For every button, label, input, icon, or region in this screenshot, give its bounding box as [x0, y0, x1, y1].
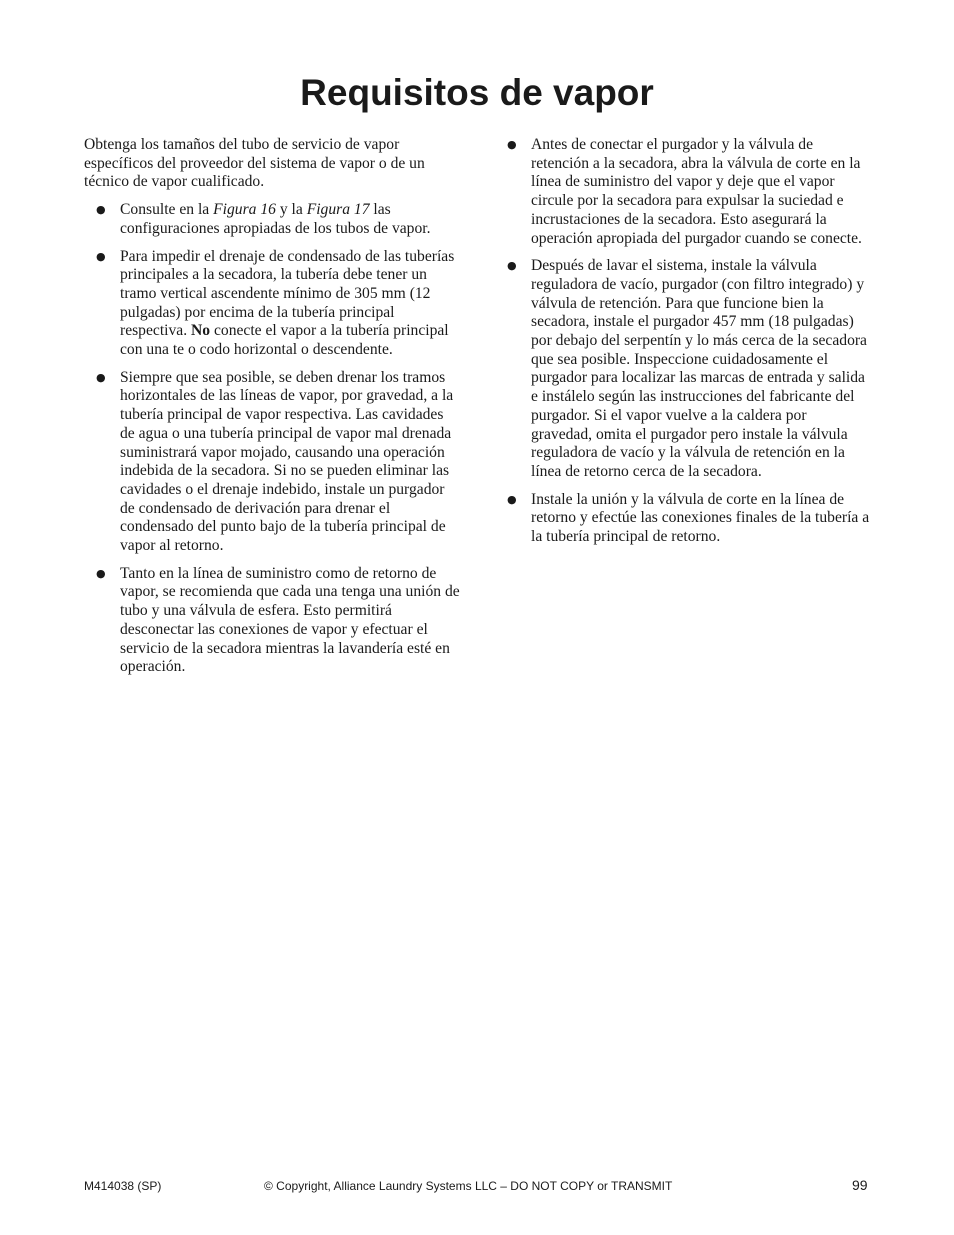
- left-bullet-list: [84, 201, 462, 677]
- list-item: [84, 369, 462, 556]
- document-number: M414038 (SP): [84, 1179, 162, 1193]
- intro-paragraph: Obtenga los tamaños del tubo de servicio de vapor específicos del proveedor del sistema de vapor o de un técnico de vapor cualificado.: [84, 136, 425, 191]
- bullet-text: Tanto en la línea de suministro como de retorno de vapor, se recomienda que cada una tenga una unión de tubo y una válvula de esfera. Esto permitirá desconectar las conexiones de vapor y efectuar el servicio de la secadora mientras la lavandería esté en operación.: [120, 564, 460, 676]
- bullet-icon: ●: [96, 566, 106, 580]
- bullet-icon: ●: [507, 138, 517, 151]
- page-title: Requisitos de vapor: [300, 72, 654, 113]
- list-item: [84, 565, 462, 677]
- bullet-text: Antes de conectar el purgador y la válvula de retención a la secadora, abra la válvula de corte en la línea de suministro del vapor y deje que el vapor circule por la secadora para expulsar la suciedad e incrustaciones de la secadora. Esto asegurará la operación apropiada del purgador cuando se conecte.: [531, 136, 862, 247]
- page-number: 99: [852, 1177, 868, 1193]
- bullet-text: Siempre que sea posible, se deben drenar los tramos horizontales de las líneas de vapor, por gravedad, a la tubería principal de vapor respectiva. Las cavidades de agua o una tubería principal de vapor mal drenada suministrará vapor mojado, causando una operación indebida de la secadora. Si no se pueden eliminar las cavidades o el drenaje indebido, instale un purgador de condensado de derivación para drenar el condensado del punto bajo de la tubería principal de vapor al retorno.: [120, 368, 454, 555]
- bullet-icon: ●: [96, 370, 106, 384]
- right-bullet-list: [505, 136, 871, 547]
- bullet-text: Después de lavar el sistema, instale la válvula reguladora de vacío, purgador (con filtro integrado) y válvula de retención. Para que funcione bien la secadora, instale el purgador 457 mm (18 pulgadas) por debajo del serpentín y lo más cerca de la secadora que sea posible. Inspeccione cuidadosamente el purgador para localizar las marcas de entrada y salida e instálelo según las instrucciones del fabricante del purgador. Si el vapor vuelve a la caldera por gravedad, omita el purgador pero instale la válvula reguladora de vacío y la válvula de retención en la línea de retorno cerca de la secadora.: [531, 257, 867, 480]
- bullet-text: y la: [275, 201, 307, 219]
- bullet-icon: ●: [507, 492, 517, 506]
- list-item: [505, 257, 871, 481]
- bullet-text: las configuraciones apropiadas de los tubos de vapor.: [120, 201, 431, 237]
- page-footer: [0, 1177, 954, 1197]
- left-column: [84, 136, 462, 686]
- list-item: [84, 201, 462, 238]
- list-item: [84, 248, 462, 360]
- bullet-text: Para impedir el drenaje de condensado de las tuberías principales a la secadora, la tubería debe tener un tramo vertical ascendente mínimo de 305 mm (12 pulgadas) por encima de la tubería principal respectiva.: [120, 247, 455, 340]
- list-item: [505, 491, 871, 547]
- bullet-text: Instale la unión y la válvula de corte en la línea de retorno y efectúe las conexiones finales de la tubería a la tubería principal de retorno.: [531, 490, 870, 546]
- right-column: [505, 136, 871, 556]
- figure-reference-16: Figura 16: [213, 201, 276, 219]
- list-item: [505, 136, 871, 248]
- bullet-text: Consulte en la: [120, 201, 214, 219]
- emphasis-no: No: [191, 322, 211, 340]
- copyright-notice: © Copyright, Alliance Laundry Systems LLC – DO NOT COPY or TRANSMIT: [264, 1179, 673, 1193]
- figure-reference-17: Figura 17: [306, 201, 370, 219]
- bullet-icon: ●: [96, 203, 106, 217]
- bullet-icon: ●: [96, 249, 106, 263]
- bullet-text: conecte el vapor a la tubería principal con una te o codo horizontal o descendente.: [120, 322, 449, 359]
- bullet-icon: ●: [507, 259, 517, 273]
